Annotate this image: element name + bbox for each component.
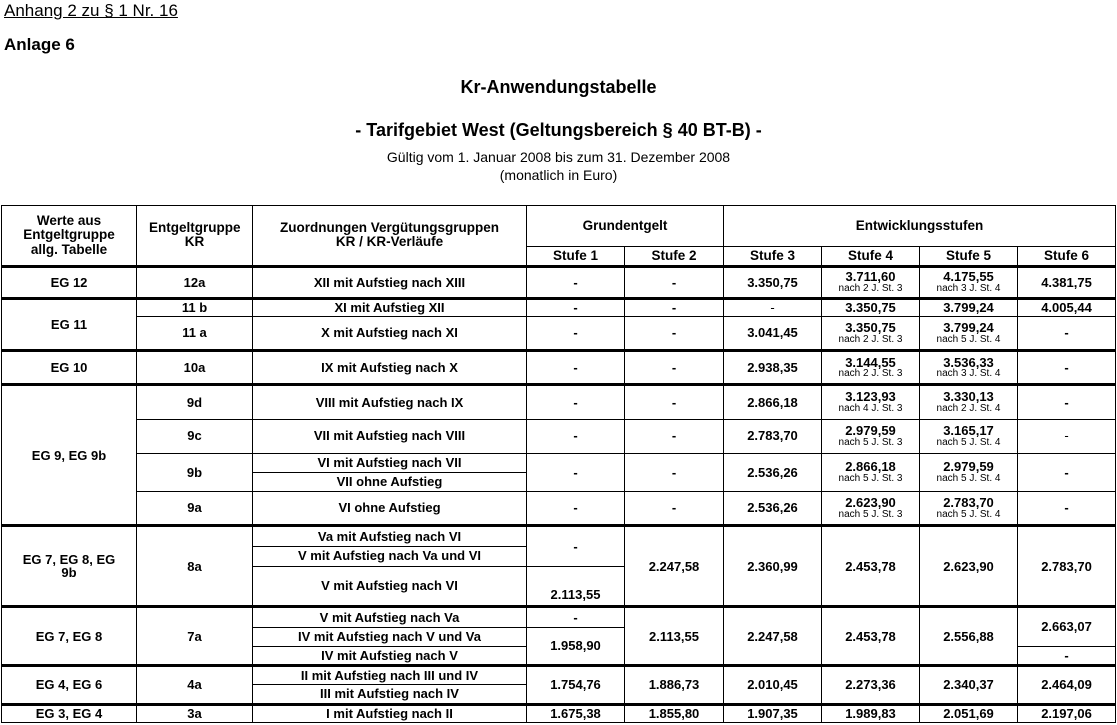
cell-value: 3.799,24 [943, 320, 994, 336]
cell-stufe4: 1.989,83 [822, 704, 920, 722]
col-header-stufe3: Stufe 3 [724, 246, 822, 266]
cell-stufe4 [822, 492, 920, 526]
table-row [2, 298, 1116, 316]
col-header-stufe6: Stufe 6 [1018, 246, 1116, 266]
cell-stufe1: - [527, 492, 625, 526]
col-header-eg: Werte aus Entgeltgruppe allg. Tabelle [2, 206, 137, 267]
cell-stufe3: 2.360,99 [724, 526, 822, 607]
cell-stufe5: 2.340,37 [920, 666, 1018, 704]
cell-stufe5: 2.051,69 [920, 704, 1018, 722]
cell-value: 3.123,93 [845, 389, 896, 405]
cell-stufe6: - [1018, 385, 1116, 419]
cell-value: 2.979,59 [943, 459, 994, 475]
cell-zuordnung: VI ohne Aufstieg [253, 492, 527, 526]
cell-note: nach 5 J. St. 4 [936, 333, 1001, 345]
cell-stufe2: 2.247,58 [625, 526, 724, 607]
table-row [2, 317, 1116, 351]
cell-zuordnung: VII ohne Aufstieg [253, 472, 527, 491]
cell-stufe3: 2.010,45 [724, 666, 822, 704]
cell-eg: EG 11 [2, 298, 137, 350]
cell-stufe6: 4.005,44 [1018, 298, 1116, 316]
table-row [2, 351, 1116, 385]
cell-zuordnung: V mit Aufstieg nach Va [253, 607, 527, 627]
col-header-kr: Entgeltgruppe KR [137, 206, 253, 267]
cell-stufe3: 2.938,35 [724, 351, 822, 385]
cell-stufe5: 2.623,90 [920, 526, 1018, 607]
cell-value: 3.165,17 [943, 423, 994, 439]
annex-label: Anlage 6 [4, 35, 75, 54]
cell-stufe4 [822, 419, 920, 453]
cell-stufe5 [920, 492, 1018, 526]
cell-note: nach 3 J. St. 4 [936, 368, 1001, 380]
cell-stufe1: 2.113,55 [527, 566, 625, 607]
table-row [2, 704, 1116, 722]
cell-stufe2: - [625, 317, 724, 351]
cell-stufe6: 2.464,09 [1018, 666, 1116, 704]
annex-reference: Anhang 2 zu § 1 Nr. 16 [4, 1, 178, 20]
cell-stufe6: 2.197,06 [1018, 704, 1116, 722]
cell-kr: 9a [137, 492, 253, 526]
table-row [2, 526, 1116, 546]
cell-stufe6: 4.381,75 [1018, 266, 1116, 298]
cell-zuordnung: IV mit Aufstieg nach V und Va [253, 627, 527, 646]
cell-stufe2: - [625, 492, 724, 526]
cell-stufe1: - [527, 607, 625, 627]
cell-stufe3: 2.536,26 [724, 492, 822, 526]
cell-zuordnung: VI mit Aufstieg nach VII [253, 453, 527, 472]
cell-zuordnung: IX mit Aufstieg nach X [253, 351, 527, 385]
cell-stufe6: 2.663,07 [1018, 607, 1116, 647]
cell-stufe3: 1.907,35 [724, 704, 822, 722]
cell-stufe6: - [1018, 646, 1116, 665]
cell-zuordnung: II mit Aufstieg nach III und IV [253, 666, 527, 685]
cell-zuordnung: I mit Aufstieg nach II [253, 704, 527, 722]
validity-text: Gültig vom 1. Januar 2008 bis zum 31. Dezember 2008 [386, 149, 731, 165]
unit-text: (monatlich in Euro) [499, 167, 618, 183]
cell-stufe2: - [625, 385, 724, 419]
cell-zuordnung: VIII mit Aufstieg nach IX [253, 385, 527, 419]
cell-zuordnung: IV mit Aufstieg nach V [253, 646, 527, 665]
cell-value: 3.350,75 [845, 320, 896, 336]
cell-stufe5: 2.556,88 [920, 607, 1018, 666]
cell-note: nach 2 J. St. 3 [838, 282, 903, 294]
cell-stufe1: - [527, 526, 625, 567]
cell-stufe6: - [1018, 492, 1116, 526]
cell-stufe6: 2.783,70 [1018, 526, 1116, 607]
col-header-zuordnung: Zuordnungen Vergütungsgruppen KR / KR-Verläufe [253, 206, 527, 267]
header-row [2, 206, 1116, 247]
cell-kr: 4a [137, 666, 253, 704]
cell-stufe1: - [527, 385, 625, 419]
cell-stufe2: 2.113,55 [625, 607, 724, 666]
cell-value: 4.175,55 [943, 269, 994, 285]
cell-stufe1: - [527, 419, 625, 453]
kr-table [1, 205, 1116, 723]
cell-note: nach 2 J. St. 3 [838, 368, 903, 380]
cell-zuordnung: VII mit Aufstieg nach VIII [253, 419, 527, 453]
cell-zuordnung: V mit Aufstieg nach VI [253, 566, 527, 607]
cell-value: 2.979,59 [845, 423, 896, 439]
cell-stufe6: - [1018, 317, 1116, 351]
table-row [2, 266, 1116, 298]
cell-value: 2.866,18 [845, 459, 896, 475]
cell-stufe4: 2.453,78 [822, 526, 920, 607]
cell-stufe5 [920, 419, 1018, 453]
cell-stufe1: - [527, 266, 625, 298]
cell-stufe3: 2.247,58 [724, 607, 822, 666]
cell-kr: 11 b [137, 298, 253, 316]
cell-kr: 8a [137, 526, 253, 607]
cell-stufe4: 3.350,75 [822, 298, 920, 316]
cell-kr: 11 a [137, 317, 253, 351]
cell-stufe2: 1.855,80 [625, 704, 724, 722]
cell-kr: 9d [137, 385, 253, 419]
cell-kr: 3a [137, 704, 253, 722]
cell-zuordnung: Va mit Aufstieg nach VI [253, 526, 527, 546]
table-row [2, 419, 1116, 453]
cell-kr: 9c [137, 419, 253, 453]
cell-stufe1: 1.958,90 [527, 627, 625, 665]
cell-stufe6: - [1018, 419, 1116, 453]
cell-stufe1: - [527, 453, 625, 491]
cell-eg: EG 10 [2, 351, 137, 385]
cell-value: 3.536,33 [943, 354, 994, 370]
cell-note: nach 2 J. St. 4 [936, 403, 1001, 415]
cell-stufe3: 2.783,70 [724, 419, 822, 453]
cell-eg: EG 7, EG 8 [2, 607, 137, 666]
cell-stufe4: 2.453,78 [822, 607, 920, 666]
cell-value: 3.330,13 [943, 389, 994, 405]
cell-stufe5 [920, 266, 1018, 298]
cell-note: nach 5 J. St. 4 [936, 473, 1001, 485]
table-row [2, 666, 1116, 685]
cell-value: 3.711,60 [845, 269, 896, 285]
cell-stufe6: - [1018, 453, 1116, 491]
cell-zuordnung: X mit Aufstieg nach XI [253, 317, 527, 351]
cell-note: nach 2 J. St. 3 [838, 333, 903, 345]
col-header-entwicklung: Entwicklungsstufen [724, 206, 1116, 247]
cell-stufe3: - [724, 298, 822, 316]
cell-stufe2: - [625, 419, 724, 453]
cell-zuordnung: V mit Aufstieg nach Va und VI [253, 546, 527, 566]
cell-kr: 9b [137, 453, 253, 491]
cell-value: 3.144,55 [845, 354, 896, 370]
cell-zuordnung: III mit Aufstieg nach IV [253, 685, 527, 704]
cell-note: nach 5 J. St. 3 [838, 508, 903, 520]
cell-zuordnung: XI mit Aufstieg XII [253, 298, 527, 316]
col-header-stufe4: Stufe 4 [822, 246, 920, 266]
cell-stufe3: 3.041,45 [724, 317, 822, 351]
cell-note: nach 5 J. St. 3 [838, 436, 903, 448]
col-header-stufe1: Stufe 1 [527, 246, 625, 266]
col-header-stufe5: Stufe 5 [920, 246, 1018, 266]
cell-stufe5 [920, 351, 1018, 385]
cell-stufe5 [920, 453, 1018, 491]
cell-note: nach 5 J. St. 4 [936, 436, 1001, 448]
cell-note: nach 4 J. St. 3 [838, 403, 903, 415]
table-row [2, 385, 1116, 419]
cell-stufe4 [822, 453, 920, 491]
cell-stufe1: 1.754,76 [527, 666, 625, 704]
cell-stufe2: - [625, 266, 724, 298]
cell-kr: 7a [137, 607, 253, 666]
cell-kr: 12a [137, 266, 253, 298]
cell-stufe4: 2.273,36 [822, 666, 920, 704]
cell-note: nach 3 J. St. 4 [936, 282, 1001, 294]
cell-stufe1: - [527, 298, 625, 316]
cell-stufe4 [822, 385, 920, 419]
cell-stufe2: 1.886,73 [625, 666, 724, 704]
cell-stufe5 [920, 317, 1018, 351]
table-title: Kr-Anwendungstabelle [460, 77, 657, 97]
table-row [2, 453, 1116, 472]
cell-stufe1: - [527, 317, 625, 351]
cell-stufe5: 3.799,24 [920, 298, 1018, 316]
table-row [2, 607, 1116, 627]
col-header-grundentgelt: Grundentgelt [527, 206, 724, 247]
cell-eg: EG 9, EG 9b [2, 385, 137, 526]
cell-stufe3: 2.866,18 [724, 385, 822, 419]
cell-value: 2.623,90 [845, 495, 896, 511]
cell-kr: 10a [137, 351, 253, 385]
cell-note: nach 5 J. St. 4 [936, 508, 1001, 520]
cell-eg: EG 4, EG 6 [2, 666, 137, 704]
cell-stufe5 [920, 385, 1018, 419]
cell-value: 2.783,70 [943, 495, 994, 511]
cell-stufe3: 3.350,75 [724, 266, 822, 298]
cell-stufe4 [822, 351, 920, 385]
cell-stufe2: - [625, 453, 724, 491]
cell-stufe2: - [625, 298, 724, 316]
table-subtitle: - Tarifgebiet West (Geltungsbereich § 40 BT-B) - [355, 120, 762, 140]
cell-stufe2: - [625, 351, 724, 385]
col-header-stufe2: Stufe 2 [625, 246, 724, 266]
cell-eg: EG 3, EG 4 [2, 704, 137, 722]
cell-stufe1: - [527, 351, 625, 385]
cell-stufe1: 1.675,38 [527, 704, 625, 722]
cell-note: nach 5 J. St. 3 [838, 473, 903, 485]
cell-stufe4 [822, 266, 920, 298]
cell-eg: EG 12 [2, 266, 137, 298]
cell-stufe3: 2.536,26 [724, 453, 822, 491]
cell-stufe4 [822, 317, 920, 351]
cell-zuordnung: XII mit Aufstieg nach XIII [253, 266, 527, 298]
cell-stufe6: - [1018, 351, 1116, 385]
table-row [2, 492, 1116, 526]
cell-eg: EG 7, EG 8, EG 9b [2, 526, 137, 607]
